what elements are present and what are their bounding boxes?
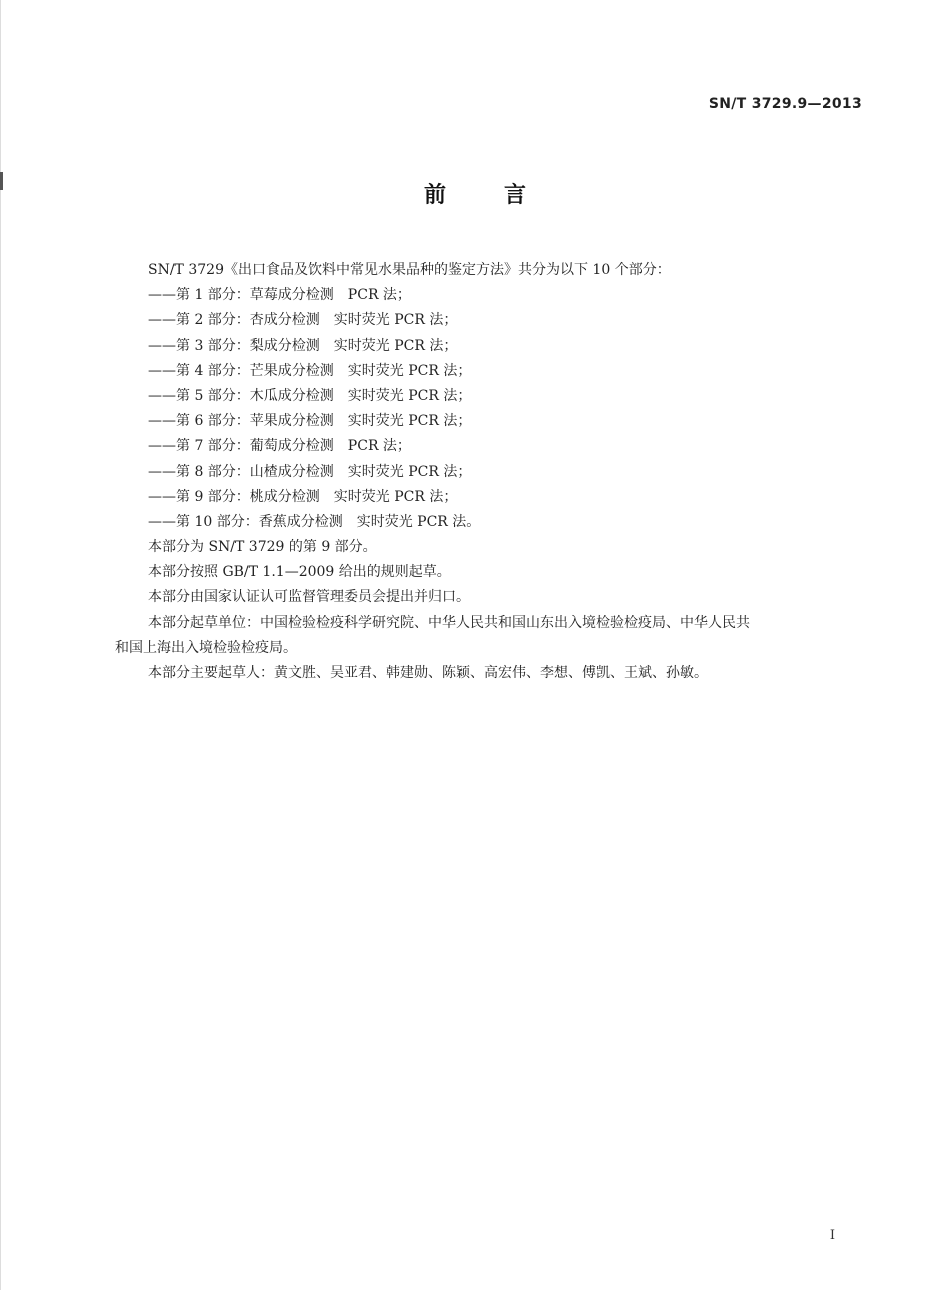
foreword-body [115, 258, 865, 686]
part-list-item: ——第 1 部分：草莓成分检测 PCR 法； [148, 287, 411, 304]
main-drafters: 本部分主要起草人：黄文胜、吴亚君、韩建勋、陈颖、高宏伟、李想、傅凯、王斌、孙敏。 [148, 665, 708, 681]
part-list-item: ——第 3 部分：梨成分检测 实时荧光 PCR 法； [148, 337, 458, 354]
part-list-item: ——第 7 部分：葡萄成分检测 PCR 法； [148, 438, 411, 455]
document-code: SN/T 3729.9—2013 [708, 96, 862, 112]
page-number: I [829, 1228, 835, 1243]
drafting-units-continued: 和国上海出入境检验检疫局。 [115, 639, 297, 656]
part-list-item: ——第 6 部分：苹果成分检测 实时荧光 PCR 法； [148, 413, 472, 430]
part-list-item: ——第 5 部分：木瓜成分检测 实时荧光 PCR 法； [148, 387, 472, 404]
part-statement: 本部分为 SN/T 3729 的第 9 部分。 [148, 539, 377, 556]
part-list-item: ——第 2 部分：杏成分检测 实时荧光 PCR 法； [148, 312, 458, 329]
intro-paragraph: SN/T 3729《出口食品及饮料中常见水果品种的鉴定方法》共分为以下 10 个部分： [148, 262, 671, 278]
page-title: 前言 [423, 183, 584, 208]
part-list-item: ——第 4 部分：芒果成分检测 实时荧光 PCR 法； [148, 362, 472, 379]
drafting-units: 本部分起草单位：中国检验检疫科学研究院、中华人民共和国山东出入境检验检疫局、中华人民共 [148, 614, 750, 631]
drafting-rules: 本部分按照 GB/T 1.1—2009 给出的规则起草。 [148, 564, 451, 581]
part-list-item: ——第 10 部分：香蕉成分检测 实时荧光 PCR 法。 [148, 513, 481, 530]
proposer-statement: 本部分由国家认证认可监督管理委员会提出并归口。 [148, 589, 470, 606]
part-list-item: ——第 9 部分：桃成分检测 实时荧光 PCR 法； [148, 488, 458, 505]
part-list-item: ——第 8 部分：山楂成分检测 实时荧光 PCR 法； [148, 463, 472, 480]
